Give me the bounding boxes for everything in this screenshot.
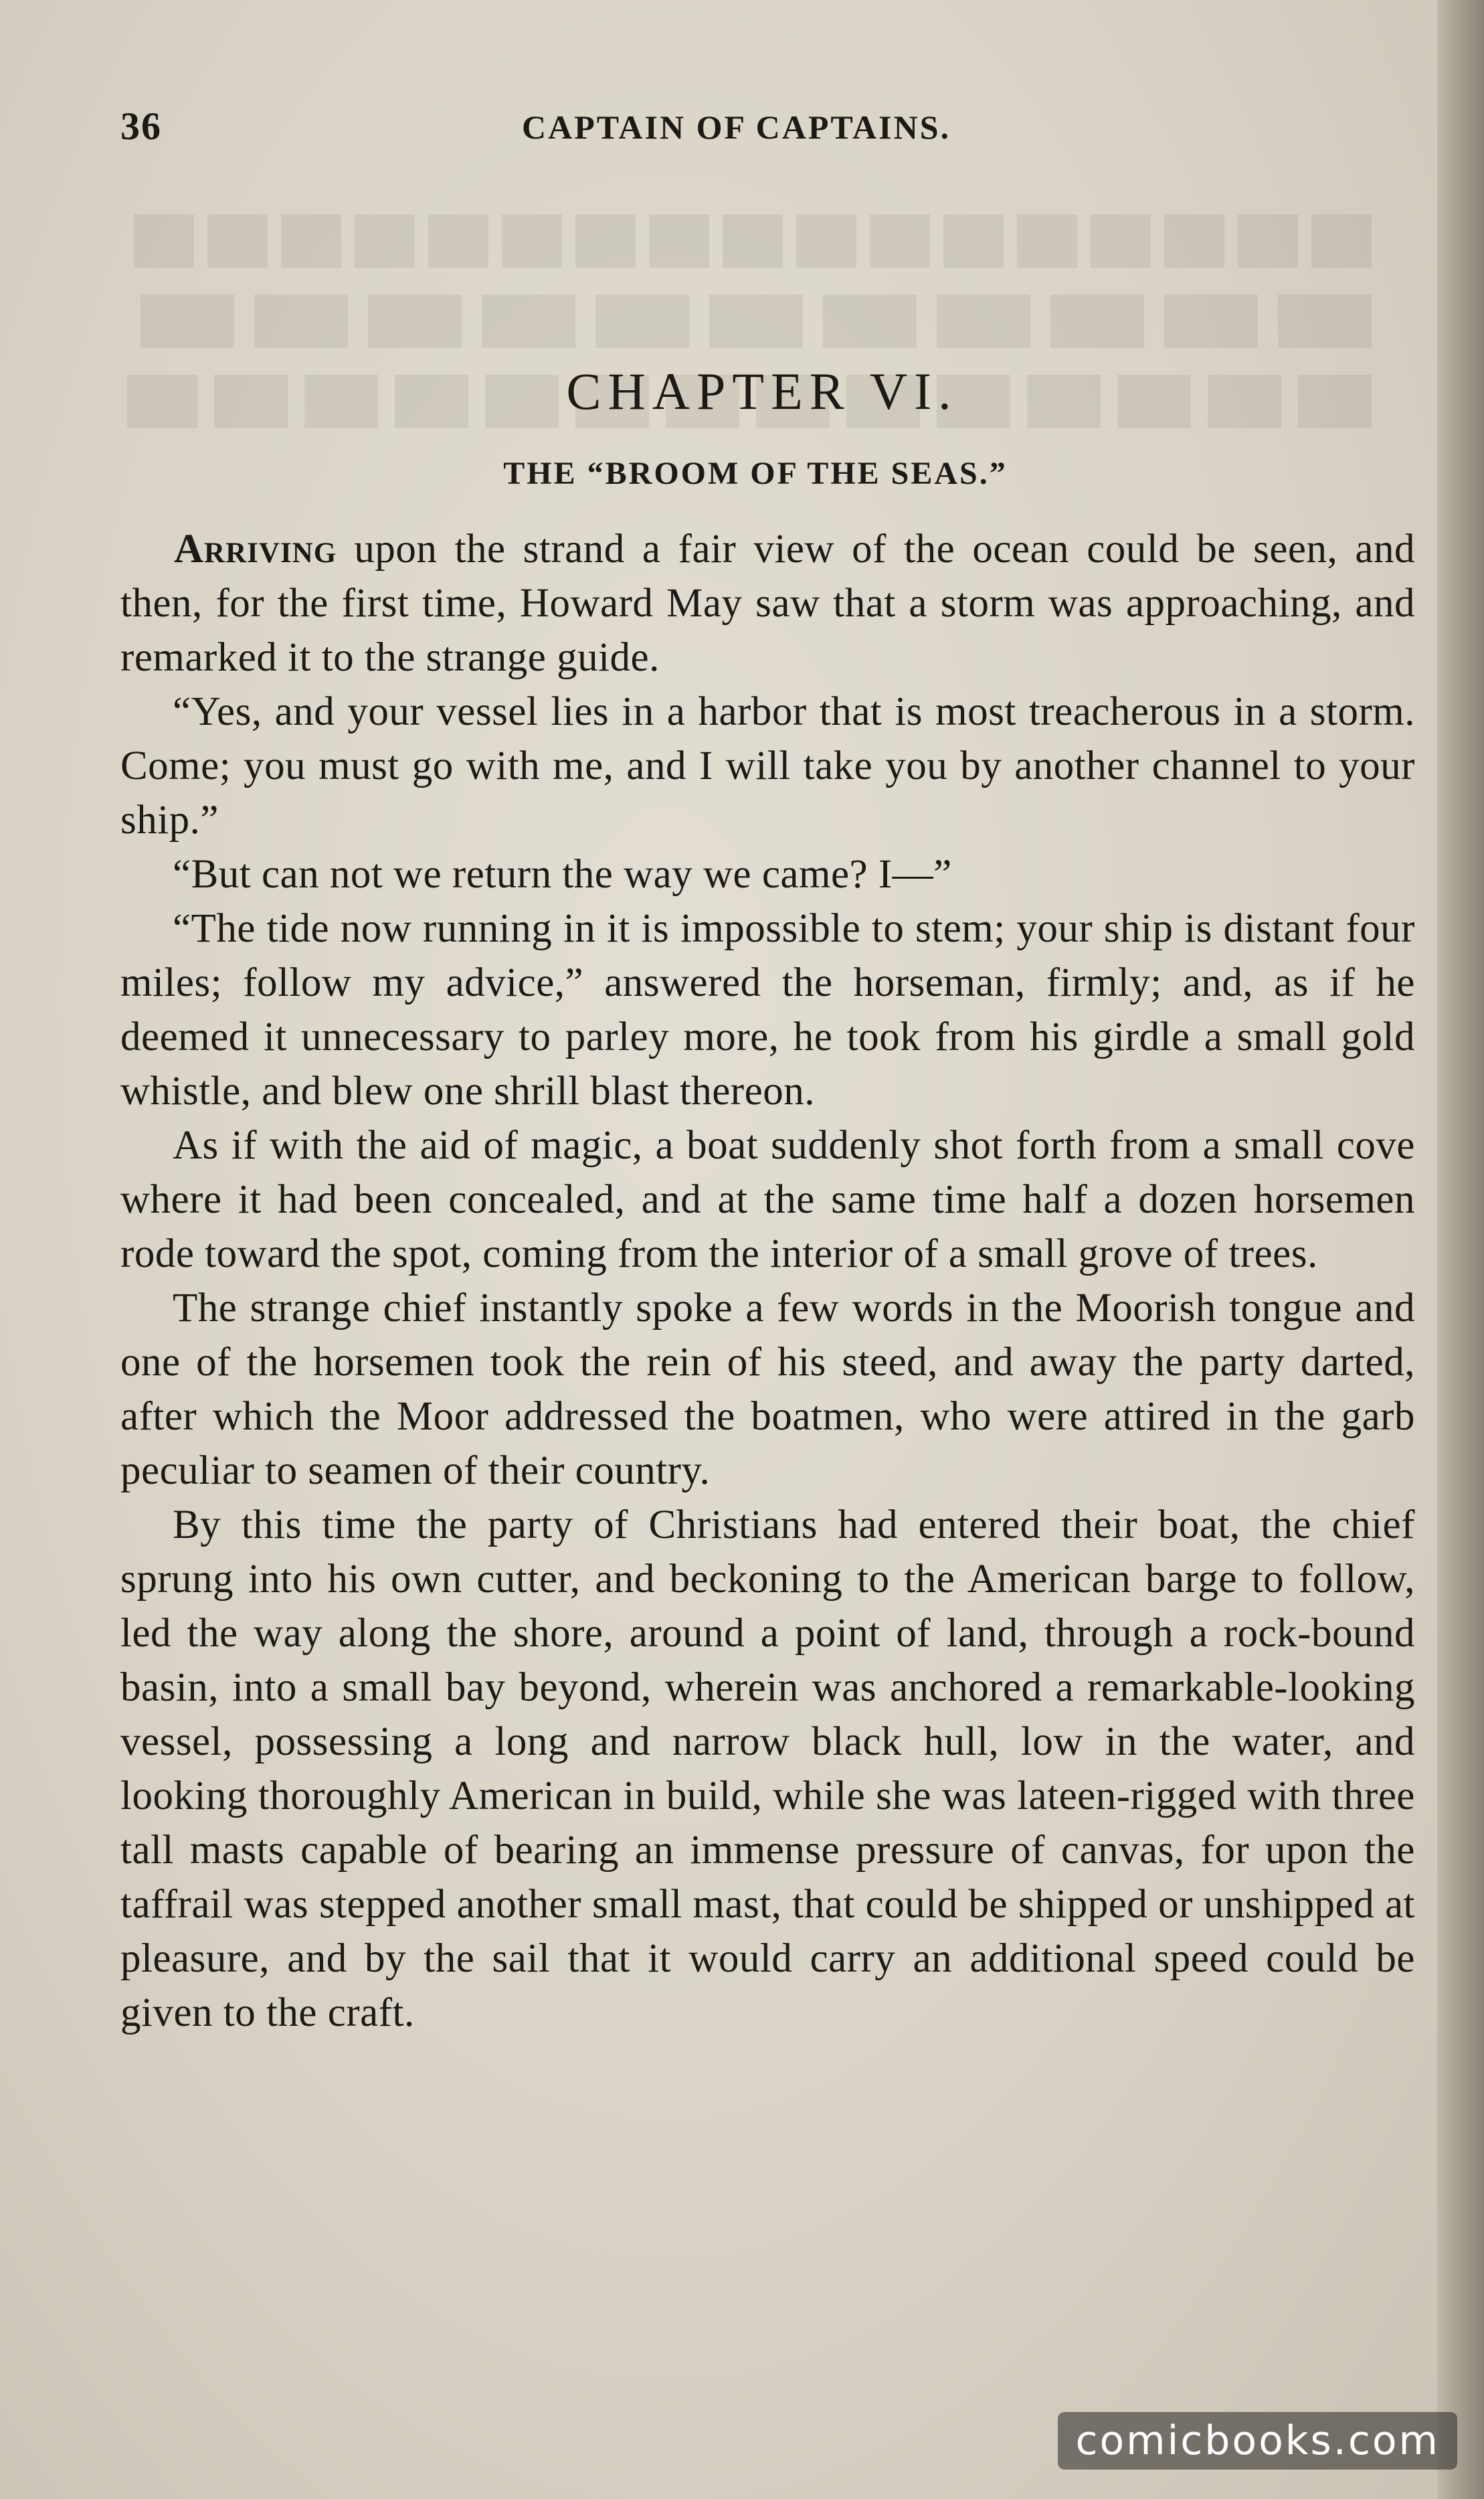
opening-word: Arriving xyxy=(174,527,337,572)
page-number: 36 xyxy=(120,104,162,148)
paragraph: By this time the party of Christians had entered their boat, the chief sprung into his own cutter, and beckoning to the American barge to follow, led the way along the shore, around a point of land, through a rock-bound basin, into a small bay beyond, wherein was anchored a remarkable-looking vessel, possessing a long and narrow black hull, low in the water, and looking thoroughly American in build, while she was lateen-rigged with three tall masts capable of bearing an immense pressure of canvas, for upon the taffrail was stepped another small mast, that could be shipped or unshipped at pleasure, and by the sail that it would carry an additional speed could be given to the craft. xyxy=(120,1502,1415,2035)
paragraph: As if with the aid of magic, a boat suddenly shot forth from a small cove where it had been concealed, and at the same time half a dozen horsemen rode toward the spot, coming from the interior of a small grove of trees. xyxy=(120,1123,1415,1276)
bleed-through-shadow xyxy=(127,214,1372,495)
running-head xyxy=(120,104,1412,157)
paragraph: “The tide now running in it is impossible to stem; your ship is distant four miles; follow my advice,” answered the horseman, firmly; and, as if he deemed it unnecessary to parley more, he took from his girdle a small gold whistle, and blew one shrill blast thereon. xyxy=(120,906,1415,1114)
paragraph-text: upon the strand a fair view of the ocean could be seen, and then, for the first time, Howard May saw that a storm was approaching, and remarked it to the strange guide. xyxy=(120,527,1415,680)
paragraph: “But can not we return the way we came? I—” xyxy=(173,852,952,897)
chapter-subtitle: THE “BROOM OF THE SEAS.” xyxy=(503,456,1008,491)
paragraph: “Yes, and your vessel lies in a harbor that is most treacherous in a storm. Come; you must go with me, and I will take you by another channel to your ship.” xyxy=(120,689,1415,843)
paragraph: The strange chief instantly spoke a few words in the Moorish tongue and one of the horsemen took the rein of his steed, and away the party darted, after which the Moor addressed the boatmen, who were attired in the garb peculiar to seamen of their country. xyxy=(120,1286,1415,1493)
site-watermark: comicbooks.com xyxy=(1058,2412,1457,2470)
chapter-body xyxy=(120,522,1415,2040)
paragraph xyxy=(120,522,1415,685)
chapter-title: CHAPTER VI. xyxy=(566,362,958,420)
book-title: CAPTAIN OF CAPTAINS. xyxy=(522,108,951,146)
